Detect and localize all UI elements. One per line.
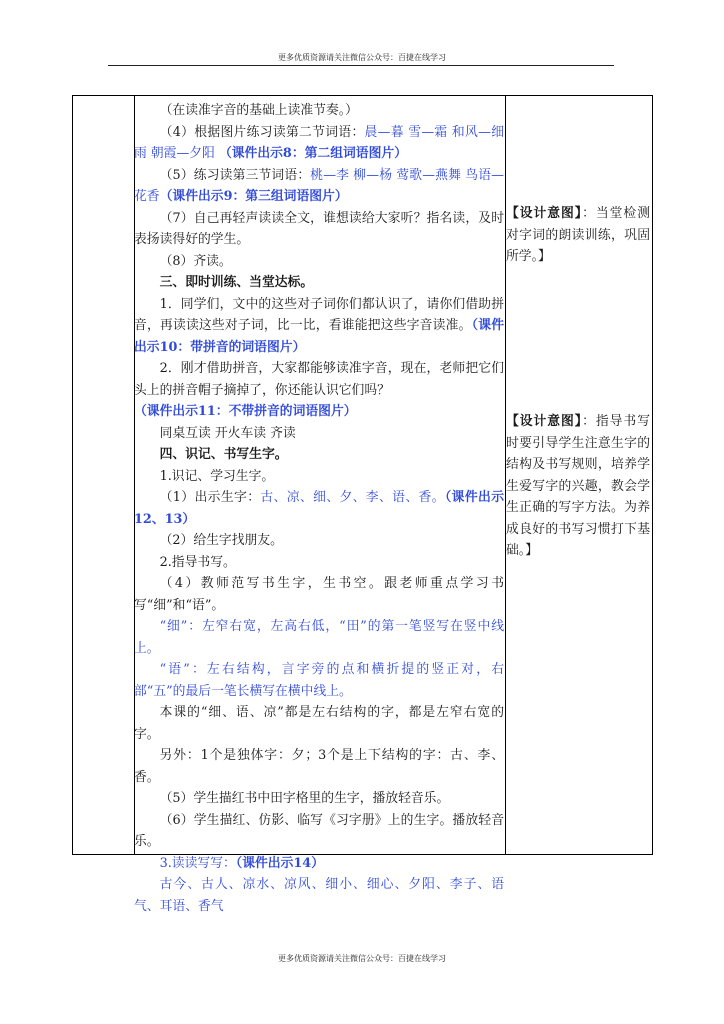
paragraph: （在读准字音的基础上读准节奏。）: [159, 103, 358, 118]
design-intent-text: ：指导书写时要引导学生注意生字的结构及书写规则，培养学生爱写字的兴趣，教会学生正确的写字方法。为养成良好的书写习惯打下基础。】: [506, 414, 650, 558]
paragraph: “语”：左右结构，言字旁的点和横折提的竖正对，右部“五”的最后一笔长横写在横中线上。: [134, 662, 504, 699]
paragraph: 1.识记、学习生字。: [159, 468, 275, 484]
paragraph: 本课的“细、语、凉”都是左右结构的字，都是左窄右宽的字。: [134, 705, 504, 742]
design-intent-label: 【设计意图】: [506, 414, 583, 429]
paragraph: （8）齐读。: [159, 253, 232, 269]
paragraph: 1．同学们，文中的这些对子词你们都认识了，请你们借助拼音，再读读这些对子词，比一比，看谁能把这些字音读准。（课件出示10：带拼音的词语图片）: [134, 296, 504, 355]
paragraph: （5）学生描红书中田字格里的生字，播放轻音乐。: [159, 791, 450, 806]
design-intent-label: 【设计意图】: [506, 206, 583, 221]
paragraph: （6）学生描红、仿影、临写《习字册》上的生字。播放轻音乐。: [134, 812, 504, 849]
section-heading: 三、即时训练、当堂达标。: [159, 275, 314, 290]
paragraph: （1）出示生字：古、凉、细、夕、李、语、香。（课件出示12、13）: [134, 490, 504, 527]
paragraph: “细”：左窄右宽，左高右低，“田”的第一笔竖写在竖中线上。: [134, 619, 504, 656]
lesson-process-cell: [134, 100, 504, 917]
paragraph: （7）自己再轻声读读全文，谁想读给大家听？指名读，及时表扬读得好的学生。: [134, 210, 504, 247]
courseware-note: （课件出示11：不带拼音的词语图片）: [134, 404, 357, 419]
paragraph: 3.读读写写：（课件出示14）: [159, 855, 324, 871]
paragraph: 2.指导书写。: [159, 554, 236, 570]
section-heading: 四、识记、书写生字。: [159, 447, 288, 462]
header-divider: [108, 65, 614, 66]
paragraph: （5）练习读第三节词语：桃—李 柳—杨 莺歌—燕舞 鸟语—花香（课件出示9：第三组词语图片）: [134, 167, 504, 204]
paragraph: 另外：1个是独体字：夕；3个是上下结构的字：古、李、香。: [134, 748, 504, 785]
footer-note: 更多优质资源请关注微信公众号：百捷在线学习: [278, 954, 446, 963]
paragraph: 同桌互读 开火车读 齐读: [159, 425, 296, 441]
paragraph: （4）根据图片练习读第二节词语：晨—暮 雪—霜 和风—细雨 朝霞—夕阳 （课件出示8：第二组词语图片）: [134, 124, 504, 161]
header-note: 更多优质资源请关注微信公众号：百捷在线学习: [278, 53, 446, 62]
design-intent-text: ：当堂检测对字词的朗读训练，巩固所学。】: [506, 206, 650, 264]
paragraph: 古今、古人、凉水、凉风、细小、细心、夕阳、李子、语气、耳语、香气: [134, 877, 504, 914]
design-intent-note: [506, 203, 650, 268]
design-intent-note: [506, 411, 650, 562]
paragraph: 2．刚才借助拼音，大家都能够读准字音，现在，老师把它们头上的拼音帽子摘掉了，你还能认识它们吗？: [134, 361, 504, 398]
paragraph: （4）教师范写书生字，生书空。跟老师重点学习书写“细”和“语”。: [134, 576, 504, 613]
paragraph: （2）给生字找朋友。: [159, 533, 283, 548]
